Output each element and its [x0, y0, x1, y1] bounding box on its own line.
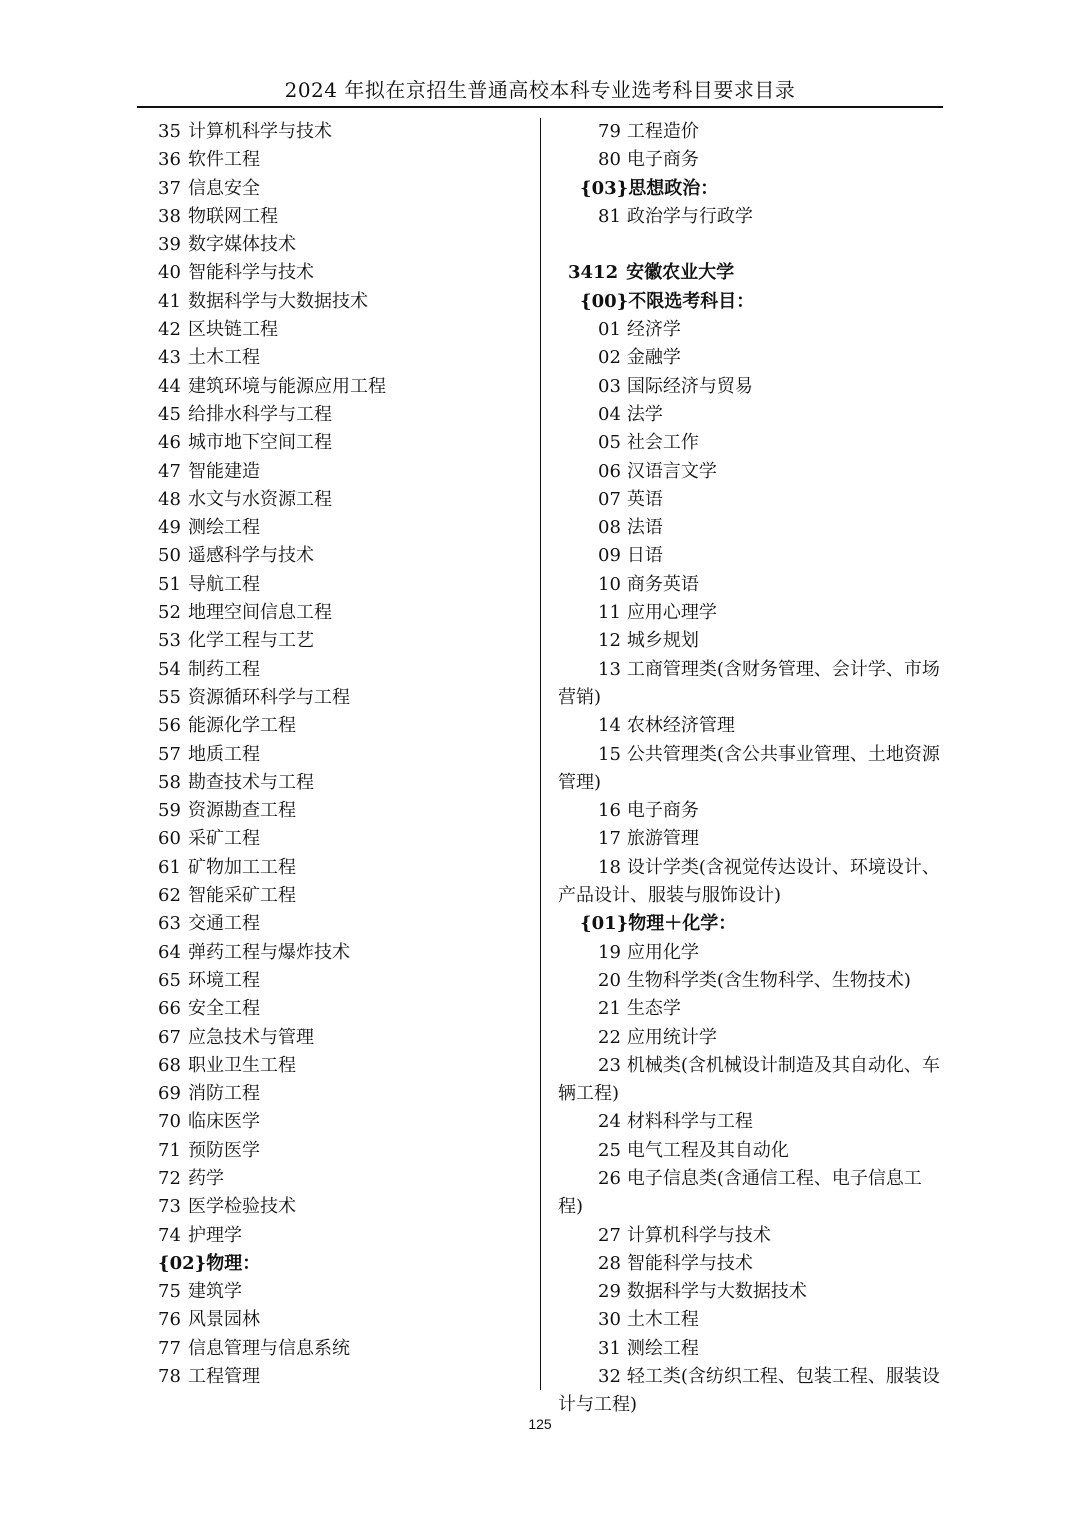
major-name: 资源循环科学与工程 [188, 686, 350, 708]
major-name: 能源化学工程 [188, 715, 296, 737]
header-rule [137, 106, 943, 108]
major-item [158, 1108, 528, 1136]
major-number: 58 [158, 771, 181, 793]
page-header-title: 2024 年拟在京招生普通高校本科专业选考科目要求目录 [284, 78, 796, 102]
major-name: 智能采矿工程 [188, 885, 296, 907]
major-item [158, 599, 528, 627]
major-number: 71 [158, 1139, 181, 1161]
major-name: 英语 [626, 488, 663, 510]
major-item [158, 882, 528, 910]
major-item [158, 373, 528, 401]
major-number: 04 [598, 403, 621, 425]
major-item [158, 316, 528, 344]
major-number: 49 [158, 517, 181, 539]
major-name: 给排水科学与工程 [188, 403, 332, 425]
major-name: 矿物加工工程 [188, 856, 296, 878]
major-item [558, 146, 943, 174]
major-item [558, 344, 943, 372]
major-name: 日语 [626, 545, 663, 567]
major-name: 医学检验技术 [188, 1196, 296, 1218]
major-number: 08 [598, 517, 621, 539]
major-name: 生物科学类(含生物科学、生物技术) [626, 969, 911, 991]
major-item [158, 627, 528, 655]
major-name: 建筑学 [188, 1281, 242, 1303]
major-item [158, 967, 528, 995]
major-name: 弹药工程与爆炸技术 [188, 941, 350, 963]
major-name: 土木工程 [626, 1309, 699, 1331]
major-number: 74 [158, 1224, 181, 1246]
major-item [558, 401, 943, 429]
major-number: 72 [158, 1167, 181, 1189]
major-number: 24 [598, 1111, 621, 1133]
major-item [558, 373, 943, 401]
major-item [158, 542, 528, 570]
major-number: 48 [158, 488, 181, 510]
major-number: 32 [598, 1366, 621, 1388]
major-number: 11 [598, 602, 621, 624]
major-number: 06 [598, 460, 621, 482]
subject-requirement-heading: {02}物理： [158, 1252, 261, 1274]
major-name: 电气工程及其自动化 [626, 1139, 789, 1161]
major-item [158, 1222, 528, 1250]
major-item [558, 1363, 943, 1420]
major-name: 物联网工程 [188, 205, 278, 227]
major-number: 62 [158, 885, 181, 907]
major-name: 工商管理类(含财务管理、会计学、市场营销) [558, 658, 940, 708]
major-name: 遥感科学与技术 [188, 545, 314, 567]
major-item [558, 514, 943, 542]
major-number: 39 [158, 234, 181, 256]
major-item [158, 1306, 528, 1334]
major-item [158, 1165, 528, 1193]
major-name: 地理空间信息工程 [188, 602, 332, 624]
major-item [558, 1250, 943, 1278]
major-number: 44 [158, 375, 181, 397]
major-item [158, 175, 528, 203]
major-number: 69 [158, 1083, 181, 1105]
major-item [558, 486, 943, 514]
major-number: 36 [158, 149, 181, 171]
major-item [558, 118, 943, 146]
major-number: 07 [598, 488, 621, 510]
major-name: 制药工程 [188, 658, 260, 680]
major-number: 46 [158, 432, 181, 454]
major-number: 12 [598, 630, 621, 652]
major-name: 交通工程 [188, 913, 260, 935]
major-name: 公共管理类(含公共事业管理、土地资源管理) [558, 743, 940, 793]
major-name: 土木工程 [188, 347, 260, 369]
major-number: 01 [598, 319, 621, 341]
major-item [158, 1137, 528, 1165]
major-item [158, 486, 528, 514]
major-number: 20 [598, 969, 621, 991]
major-name: 地质工程 [188, 743, 260, 765]
major-name: 信息安全 [188, 177, 260, 199]
major-item [158, 1363, 528, 1391]
major-item [558, 1137, 943, 1165]
major-item [558, 1306, 943, 1334]
major-number: 14 [598, 715, 621, 737]
major-number: 75 [158, 1281, 181, 1303]
university-heading [558, 259, 943, 287]
major-number: 70 [158, 1111, 181, 1133]
major-item [558, 995, 943, 1023]
major-item [558, 1165, 943, 1222]
major-item [158, 1335, 528, 1363]
major-name: 电子商务 [626, 149, 699, 171]
major-number: 80 [598, 149, 621, 171]
major-name: 数据科学与大数据技术 [626, 1281, 807, 1303]
major-number: 19 [598, 941, 621, 963]
major-item [558, 939, 943, 967]
major-item [558, 967, 943, 995]
major-name: 计算机科学与技术 [188, 121, 332, 142]
subject-requirement-heading: {00}不限选考科目： [580, 290, 755, 312]
major-number: 51 [158, 573, 181, 595]
major-item [558, 797, 943, 825]
column-divider [540, 118, 541, 1390]
major-name: 城市地下空间工程 [188, 432, 332, 454]
major-name: 智能科学与技术 [188, 262, 314, 284]
major-number: 16 [598, 800, 621, 822]
major-item [558, 429, 943, 457]
major-name: 机械类(含机械设计制造及其自动化、车辆工程) [558, 1054, 940, 1105]
major-name: 导航工程 [188, 573, 260, 595]
major-name: 工程管理 [188, 1366, 260, 1388]
major-item [558, 458, 943, 486]
major-name: 职业卫生工程 [188, 1054, 296, 1076]
major-name: 计算机科学与技术 [626, 1224, 771, 1246]
major-number: 67 [158, 1026, 181, 1048]
major-name: 社会工作 [626, 432, 699, 454]
major-name: 汉语言文学 [626, 460, 717, 482]
major-name: 软件工程 [188, 149, 260, 171]
major-number: 53 [158, 630, 181, 652]
major-number: 25 [598, 1139, 621, 1161]
major-name: 经济学 [626, 319, 681, 341]
major-name: 城乡规划 [626, 630, 699, 652]
major-name: 应用统计学 [626, 1026, 717, 1048]
major-name: 药学 [188, 1167, 224, 1189]
major-number: 15 [598, 743, 621, 765]
major-name: 化学工程与工艺 [188, 630, 314, 652]
major-name: 建筑环境与能源应用工程 [188, 375, 386, 397]
major-item [558, 542, 943, 570]
major-name: 应用心理学 [626, 602, 717, 624]
major-item [158, 1193, 528, 1221]
major-name: 测绘工程 [626, 1337, 699, 1359]
major-name: 电子信息类(含通信工程、电子信息工程) [558, 1167, 922, 1218]
major-number: 50 [158, 545, 181, 567]
major-number: 10 [598, 573, 621, 595]
major-number: 77 [158, 1337, 181, 1359]
major-name: 数字媒体技术 [188, 234, 296, 256]
major-item [158, 741, 528, 769]
major-name: 材料科学与工程 [626, 1111, 753, 1133]
major-item [558, 1335, 943, 1363]
major-number: 35 [158, 121, 181, 142]
major-name: 智能科学与技术 [626, 1252, 753, 1274]
major-item [158, 571, 528, 599]
major-item [158, 854, 528, 882]
major-item [158, 203, 528, 231]
major-number: 05 [598, 432, 621, 454]
major-name: 农林经济管理 [626, 715, 735, 737]
major-number: 23 [598, 1054, 621, 1076]
major-number: 37 [158, 177, 181, 199]
major-number: 28 [598, 1252, 621, 1274]
major-number: 13 [598, 658, 621, 680]
major-item [158, 939, 528, 967]
subject-requirement-heading: {03}思想政治： [580, 177, 719, 199]
major-name: 设计学类(含视觉传达设计、环境设计、产品设计、服装与服饰设计) [558, 856, 940, 907]
major-number: 45 [158, 403, 181, 425]
major-item [558, 1024, 943, 1052]
major-name: 风景园林 [188, 1309, 260, 1331]
major-item [558, 741, 943, 798]
major-item [158, 514, 528, 542]
major-item [158, 344, 528, 372]
major-name: 环境工程 [188, 969, 260, 991]
university-code: 3412 [568, 262, 619, 284]
major-name: 应用化学 [626, 941, 699, 963]
major-number: 61 [158, 856, 181, 878]
major-name: 应急技术与管理 [188, 1026, 314, 1048]
major-name: 工程造价 [626, 121, 699, 142]
major-number: 38 [158, 205, 181, 227]
major-item [158, 259, 528, 287]
major-name: 消防工程 [188, 1083, 260, 1105]
major-number: 31 [598, 1337, 621, 1359]
major-number: 60 [158, 828, 181, 850]
major-number: 41 [158, 290, 181, 312]
major-name: 政治学与行政学 [626, 205, 753, 227]
major-number: 43 [158, 347, 181, 369]
major-number: 03 [598, 375, 621, 397]
major-name: 数据科学与大数据技术 [188, 290, 368, 312]
spacer [558, 231, 943, 259]
major-number: 54 [158, 658, 181, 680]
major-item [558, 203, 943, 231]
major-name: 资源勘查工程 [188, 800, 296, 822]
major-number: 68 [158, 1054, 181, 1076]
major-number: 26 [598, 1167, 621, 1189]
major-name: 水文与水资源工程 [188, 488, 332, 510]
major-item [158, 712, 528, 740]
major-number: 59 [158, 800, 181, 822]
major-number: 29 [598, 1281, 621, 1303]
major-number: 17 [598, 828, 621, 850]
major-number: 21 [598, 998, 621, 1020]
major-item [558, 712, 943, 740]
major-number: 65 [158, 969, 181, 991]
major-item [558, 656, 943, 713]
major-item [158, 429, 528, 457]
major-item [158, 146, 528, 174]
major-item [158, 401, 528, 429]
major-number: 42 [158, 319, 181, 341]
major-item [558, 571, 943, 599]
major-name: 生态学 [626, 998, 681, 1020]
major-item [158, 797, 528, 825]
major-item [558, 316, 943, 344]
major-name: 法学 [626, 403, 663, 425]
major-number: 76 [158, 1309, 181, 1331]
major-number: 78 [158, 1366, 181, 1388]
major-number: 57 [158, 743, 181, 765]
major-item [558, 599, 943, 627]
major-number: 30 [598, 1309, 621, 1331]
major-item [558, 1278, 943, 1306]
major-item [158, 288, 528, 316]
major-item [158, 1278, 528, 1306]
major-name: 国际经济与贸易 [626, 375, 753, 397]
major-name: 轻工类(含纺织工程、包装工程、服装设计与工程) [558, 1366, 940, 1416]
major-name: 护理学 [188, 1224, 242, 1246]
major-item [158, 656, 528, 684]
major-item [558, 825, 943, 853]
university-name: 安徽农业大学 [626, 262, 735, 284]
subject-requirement-heading: {01}物理＋化学： [580, 913, 737, 935]
major-number: 40 [158, 262, 181, 284]
major-number: 63 [158, 913, 181, 935]
left-column [158, 118, 528, 1391]
major-number: 73 [158, 1196, 181, 1218]
major-item [558, 854, 943, 911]
major-number: 55 [158, 686, 181, 708]
major-item [558, 1108, 943, 1136]
major-number: 64 [158, 941, 181, 963]
major-name: 商务英语 [626, 573, 699, 595]
major-item [158, 825, 528, 853]
major-number: 02 [598, 347, 621, 369]
major-item [558, 1052, 943, 1109]
major-item [158, 231, 528, 259]
major-item [158, 1052, 528, 1080]
major-name: 临床医学 [188, 1111, 260, 1133]
major-name: 采矿工程 [188, 828, 260, 850]
major-name: 预防医学 [188, 1139, 260, 1161]
major-number: 27 [598, 1224, 621, 1246]
major-name: 安全工程 [188, 998, 260, 1020]
major-number: 52 [158, 602, 181, 624]
major-item [158, 769, 528, 797]
major-item [158, 118, 528, 146]
major-name: 智能建造 [188, 460, 260, 482]
major-item [158, 1080, 528, 1108]
major-item [558, 1222, 943, 1250]
major-name: 信息管理与信息系统 [188, 1337, 350, 1359]
major-name: 法语 [626, 517, 663, 539]
major-item [558, 627, 943, 655]
major-name: 金融学 [626, 347, 681, 369]
major-number: 22 [598, 1026, 621, 1048]
right-column [558, 118, 943, 1420]
major-name: 区块链工程 [188, 319, 278, 341]
major-number: 79 [598, 121, 621, 142]
major-number: 09 [598, 545, 621, 567]
major-number: 66 [158, 998, 181, 1020]
major-item [158, 1024, 528, 1052]
major-number: 81 [598, 205, 621, 227]
major-name: 旅游管理 [626, 828, 699, 850]
major-item [158, 910, 528, 938]
page-number: 125 [528, 1416, 552, 1432]
major-number: 47 [158, 460, 181, 482]
major-item [158, 684, 528, 712]
major-item [158, 995, 528, 1023]
major-number: 18 [598, 856, 621, 878]
major-item [158, 458, 528, 486]
major-name: 测绘工程 [188, 517, 260, 539]
major-name: 电子商务 [626, 800, 699, 822]
major-name: 勘查技术与工程 [188, 771, 314, 793]
major-number: 56 [158, 715, 181, 737]
